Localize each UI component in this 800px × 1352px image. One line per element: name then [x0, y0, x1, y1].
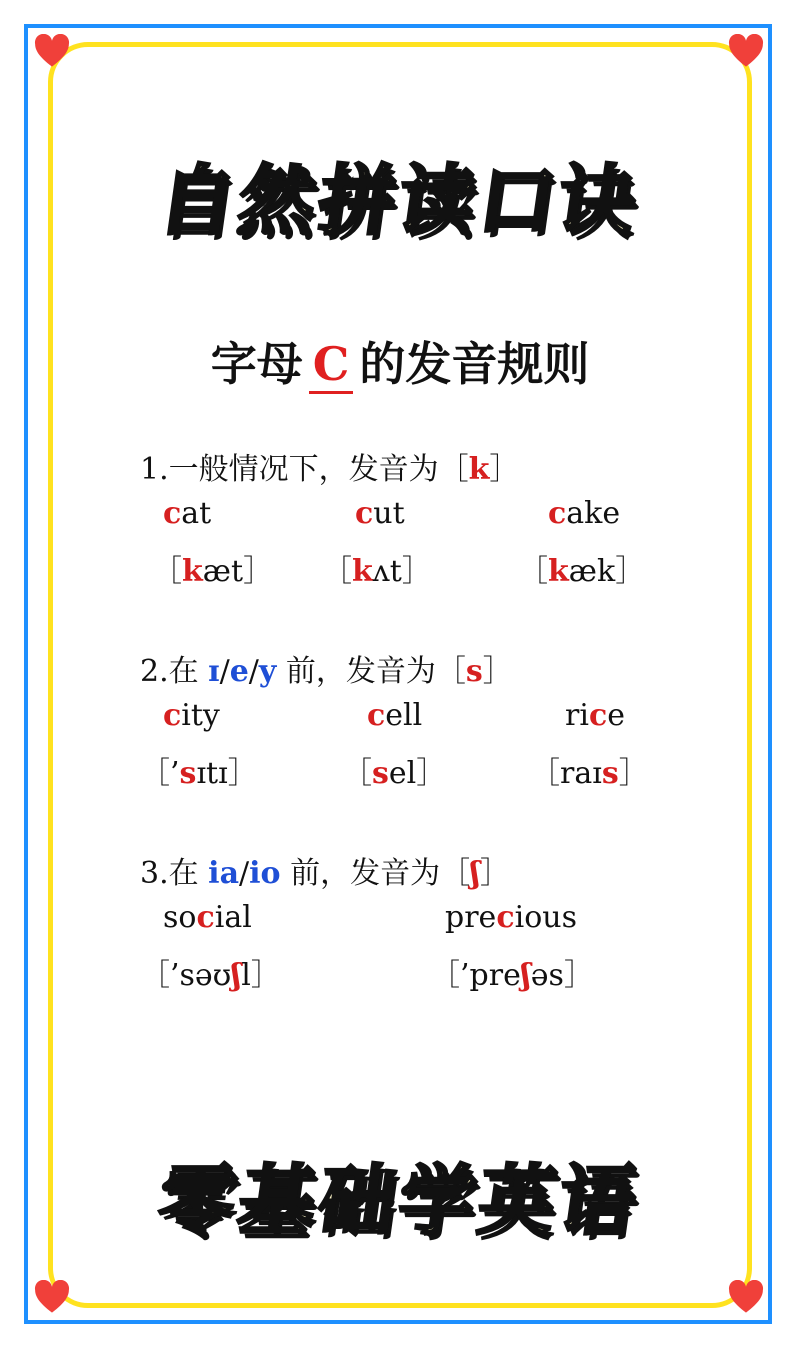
footer-title: 零基础学英语: [152, 1156, 646, 1245]
rule-1-sound: k: [468, 452, 490, 487]
example-word: cake: [548, 496, 621, 531]
ipa-transcription: ［’səʊʃl］: [140, 958, 281, 993]
example-word: cat: [163, 496, 212, 531]
example-word: precious: [445, 900, 577, 935]
example-word: city: [163, 698, 220, 733]
subtitle-prefix: 字母: [210, 337, 303, 391]
heart-icon: [34, 1280, 70, 1316]
ipa-transcription: ［raɪs］: [530, 756, 649, 791]
subtitle: [0, 328, 800, 394]
rule-1-text: 一般情况下，发音为: [168, 452, 439, 487]
rule-1-number: 1.: [140, 452, 169, 487]
example-word: cell: [367, 698, 423, 733]
ipa-transcription: ［’sɪtɪ］: [140, 756, 258, 791]
ipa-transcription: ［’preʃəs］: [430, 958, 594, 993]
rule-3-heading: 3.在 ia/io 前，发音为［ʃ］: [140, 856, 511, 891]
example-word: rice: [565, 698, 625, 733]
ipa-transcription: ［kæt］: [152, 554, 274, 589]
ipa-transcription: ［kæk］: [518, 554, 646, 589]
heart-icon: [34, 34, 70, 70]
ipa-transcription: ［sel］: [342, 756, 447, 791]
bracket-open: ［: [438, 452, 469, 487]
example-word: social: [163, 900, 252, 935]
bracket-close: ］: [489, 452, 520, 487]
main-title: 自然拼读口诀: [152, 156, 646, 245]
heart-icon: [728, 34, 764, 70]
rule-1-heading: [140, 444, 519, 488]
rule-2-heading: 2.在 ɪ/e/y 前，发音为［s］: [140, 654, 513, 689]
subtitle-suffix: 的发音规则: [359, 337, 590, 391]
heart-icon: [728, 1280, 764, 1316]
ipa-transcription: ［kʌt］: [322, 554, 432, 589]
example-word: cut: [355, 496, 405, 531]
subtitle-letter: C: [309, 337, 354, 394]
